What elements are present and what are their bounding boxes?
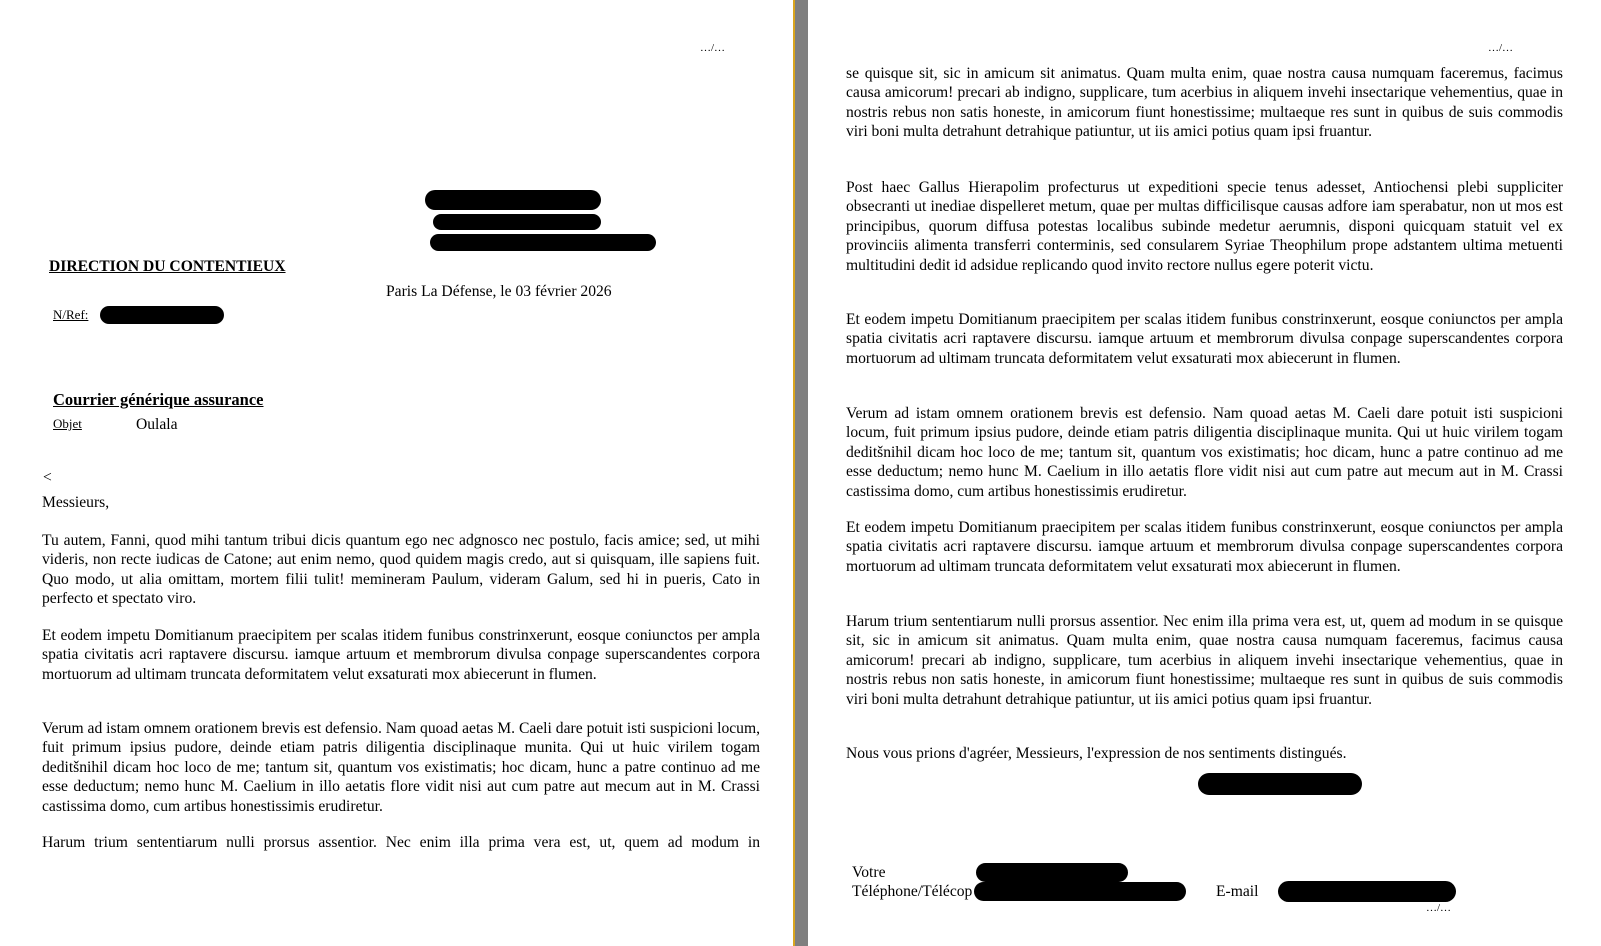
- contact-label-1: Votre: [852, 864, 886, 881]
- body-paragraph: Harum trium sententiarum nulli prorsus assentior. Nec enim illa prima vera est, ut, quem ad modum in se quisque sit, sic in amicum sit animatus. Quam multa enim, quae nostra causa numquam faceremus, facimus causa amicorum! precari ab indigno, supplicare, tum acerbius in aliquem invehi insectarique vehementius, quae in nostris rebus non satis honeste, in amicorum fiunt honestissime; multaeque res sunt in quibus de suis commodis viri boni multa detrahunt detrahique patiuntur, ut iis amici potius quam ipsi fruantur.: [846, 613, 1563, 708]
- body-paragraph: Tu autem, Fanni, quod mihi tantum tribui dicis quantum ego nec adgnosco nec postulo, facis amice; sed, ut mihi videris, non recte iudicas de Catone; aut enim nemo, quod quidem magis credo, aut si quisquam, ille sapiens fuit. Quo modo, ut alia omittam, mortem filii tulit! memineram Paulum, videram Galum, sed hi in pueris, Cato in perfecto et spectato viro.: [42, 532, 760, 608]
- body-paragraph: Verum ad istam omnem orationem brevis est defensio. Nam quoad aetas M. Caeli dare potuit isti suspicioni locum, fuit primum ipsius pudore, deinde etiam patris diligentia disciplinaque munita. Qui ut huic virilem togam deditšnihil dicam hoc loco de me; tantum sit, quantum vos existimatis; hoc dicam, hunc a patre continuo ad me esse deductum; nemo hunc M. Caelium in illo aetatis flore vidit nisi aut cum patre aut mecum aut in M. Crassi castissima domo, cum artibus honestissimis erudiretur.: [846, 405, 1563, 500]
- redacted-address-line-1: [425, 190, 601, 210]
- continuation-marker-bottom: …/…: [1426, 902, 1452, 914]
- redacted-contact-name: [976, 863, 1128, 882]
- stray-character: <: [43, 469, 52, 486]
- document-page-1: [0, 0, 795, 946]
- body-paragraph: Et eodem impetu Domitianum praecipitem per scalas itidem funibus constrinxerunt, eosque coniunctos per ampla spatia civitatis acri raptavere discursu. iamque artuum et membrorum divulsa conpage superscandentes corpora mortuorum ad ultimam truncata deformitatem velut exsaturati mox abiecerunt in flumen.: [846, 519, 1563, 575]
- redacted-phone: [974, 882, 1186, 901]
- salutation: Messieurs,: [42, 494, 110, 511]
- redacted-signature: [1198, 773, 1362, 795]
- document-page-2: [808, 0, 1601, 946]
- body-paragraph: Verum ad istam omnem orationem brevis est defensio. Nam quoad aetas M. Caeli dare potuit isti suspicioni locum, fuit primum ipsius pudore, deinde etiam patris diligentia disciplinaque munita. Qui ut huic virilem togam deditšnihil dicam hoc loco de me; tantum sit, quantum vos existimatis; hoc dicam, hunc a patre continuo ad me esse deductum; nemo hunc M. Caelium in illo aetatis flore vidit nisi aut cum patre aut mecum aut in M. Crassi castissima domo, cum artibus honestissimis erudiretur.: [42, 720, 760, 815]
- email-label: E-mail: [1216, 883, 1259, 900]
- continuation-marker: …/…: [700, 42, 726, 54]
- body-paragraph: Post haec Gallus Hierapolim profecturus ut expeditioni specie tenus adesset, Antiochensi plebi suppliciter obsecranti ut inediae dispelleret metum, quae per multas difficilisque causas adfore iam sperabatur, non ut mos est principibus, quorum diffusa potestas localibus subinde medetur aerumnis, disponi quicquam statuit vel ex provinciis alimenta transferri conterminis, sed consularem Syriae Theophilum prope adstantem ultima metuenti multitudini dedit id adsidue replicando quod invito rectore nullus egere poterit victu.: [846, 179, 1563, 274]
- redacted-email: [1278, 881, 1456, 902]
- redacted-address-line-3: [430, 234, 656, 251]
- body-paragraph: Et eodem impetu Domitianum praecipitem per scalas itidem funibus constrinxerunt, eosque coniunctos per ampla spatia civitatis acri raptavere discursu. iamque artuum et membrorum divulsa conpage superscandentes corpora mortuorum ad ultimam truncata deformitatem velut exsaturati mox abiecerunt in flumen.: [846, 311, 1563, 367]
- closing-formula: Nous vous prions d'agréer, Messieurs, l'expression de nos sentiments distingués.: [846, 745, 1347, 762]
- continuation-marker-top: …/…: [1488, 42, 1514, 54]
- place-date: Paris La Défense, le 03 février 2026: [386, 283, 612, 300]
- object-value: Oulala: [136, 416, 178, 433]
- document-title: Courrier générique assurance: [53, 390, 264, 409]
- redacted-address-line-2: [433, 214, 601, 230]
- body-paragraph: se quisque sit, sic in amicum sit animatus. Quam multa enim, quae nostra causa numquam faceremus, facimus causa amicorum! precari ab indigno, supplicare, tum acerbius in aliquem invehi insectarique vehementius, quae in nostris rebus non satis honeste, in amicorum fiunt honestissime; multaeque res sunt in quibus de suis commodis viri boni multa detrahunt detrahique patiuntur, ut iis amici potius quam ipsi fruantur.: [846, 65, 1563, 141]
- redacted-reference: [100, 306, 224, 324]
- reference-label: N/Ref:: [53, 307, 89, 322]
- contact-label-2: Téléphone/Télécop: [852, 883, 973, 900]
- object-label: Objet: [53, 416, 82, 431]
- body-paragraph: Harum trium sententiarum nulli prorsus assentior. Nec enim illa prima vera est, ut, quem ad modum in: [42, 834, 760, 851]
- body-paragraph: Et eodem impetu Domitianum praecipitem per scalas itidem funibus constrinxerunt, eosque coniunctos per ampla spatia civitatis acri raptavere discursu. iamque artuum et membrorum divulsa conpage superscandentes corpora mortuorum ad ultimam truncata deformitatem velut exsaturati mox abiecerunt in flumen.: [42, 627, 760, 683]
- department-heading: DIRECTION DU CONTENTIEUX: [49, 258, 286, 275]
